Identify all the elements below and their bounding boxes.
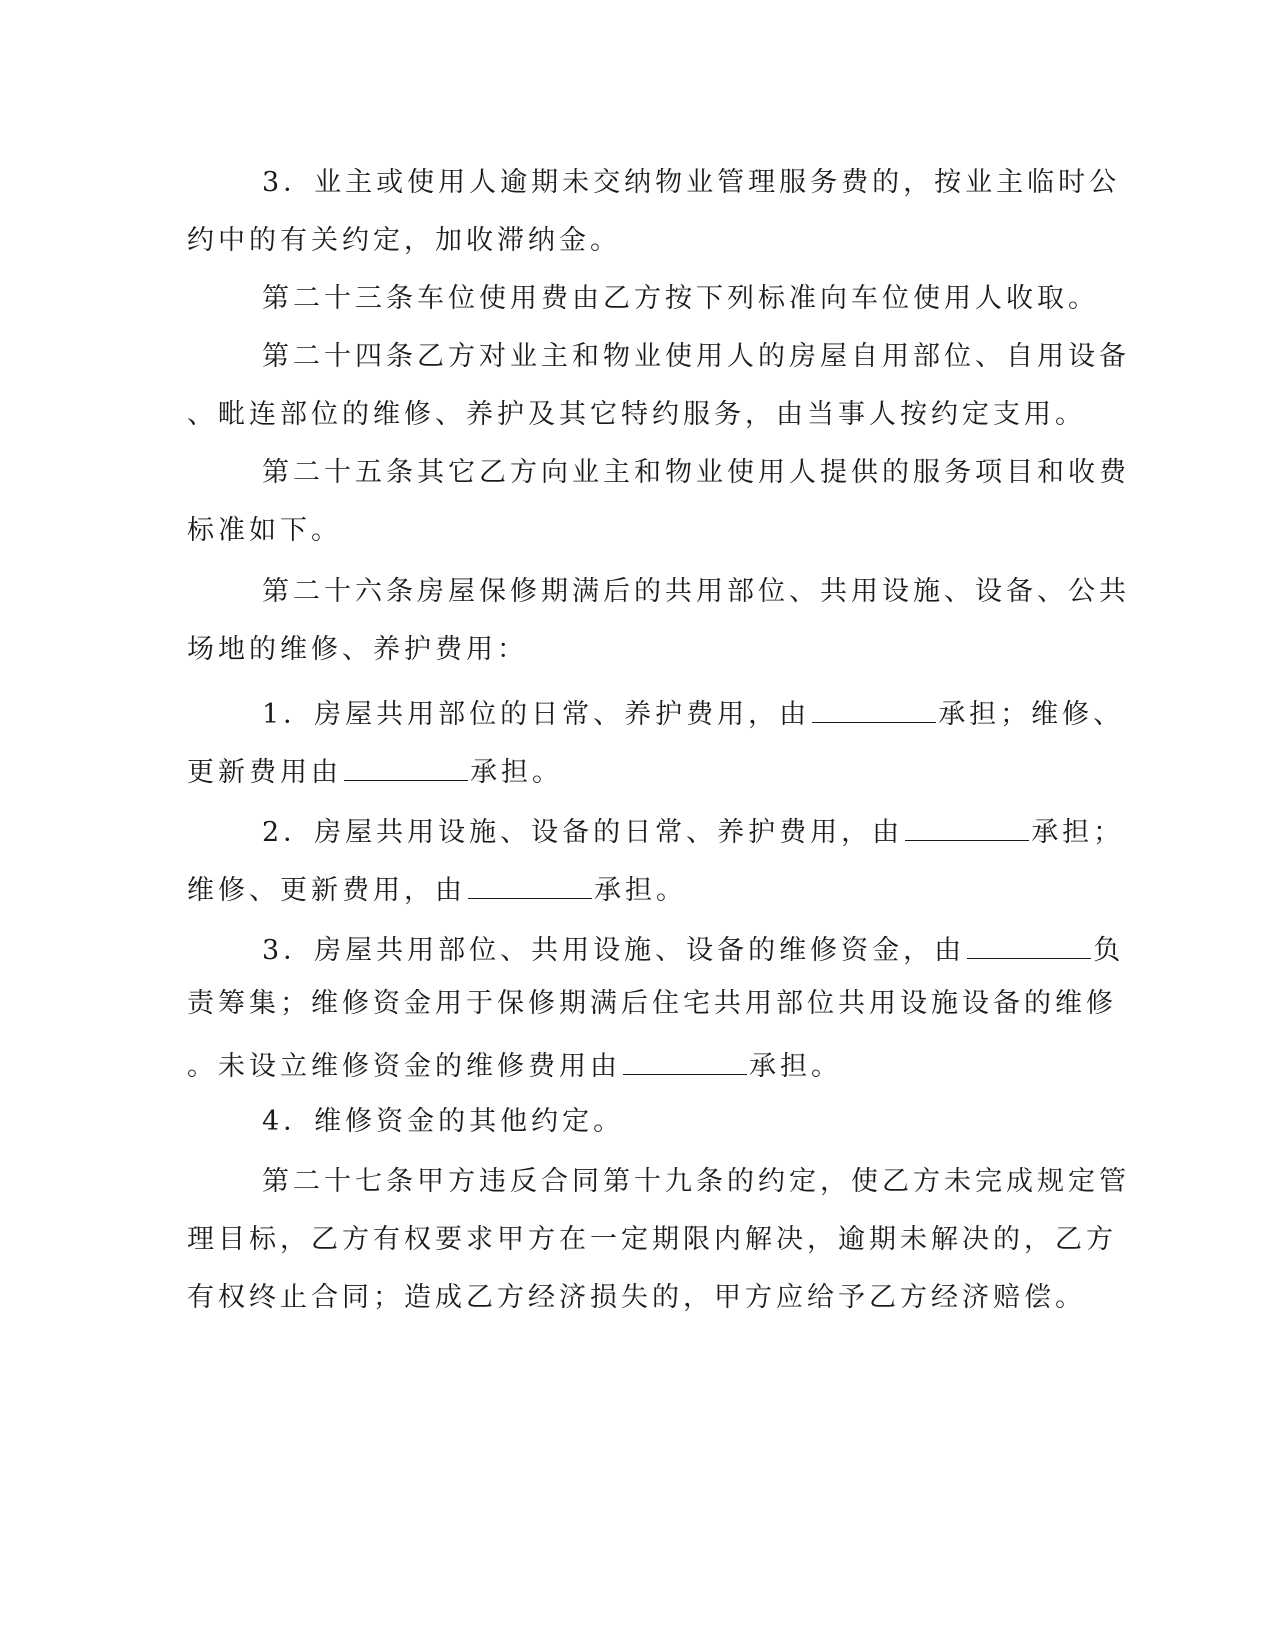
text-segment: 承担；维修、	[938, 699, 1125, 730]
text-segment: 承担。	[470, 757, 563, 788]
text-segment: 维修、更新费用，由	[187, 875, 466, 906]
article-26-item-3	[0, 926, 1275, 986]
text-segment: 承担。	[594, 875, 687, 906]
text-segment: 3．房屋共用部位、共用设施、设备的维修资金，由	[262, 935, 966, 966]
text-line: 责筹集；维修资金用于保修期满后住宅共用部位共用设施设备的维修	[187, 988, 1117, 1019]
text-line: 第二十四条乙方对业主和物业使用人的房屋自用部位、自用设备	[262, 341, 1130, 372]
fill-in-blank[interactable]	[344, 748, 468, 781]
text-line: 、毗连部位的维修、养护及其它特约服务，由当事人按约定支用。	[187, 399, 1086, 430]
text-line: 第二十五条其它乙方向业主和物业使用人提供的服务项目和收费	[262, 457, 1130, 488]
text-line: 3．业主或使用人逾期未交纳物业管理服务费的，按业主临时公	[262, 167, 1121, 198]
article-26-item-2	[0, 808, 1275, 868]
article-27-continued	[0, 1220, 1275, 1280]
article-27	[0, 1162, 1275, 1222]
text-segment: 承担。	[749, 1051, 842, 1082]
article-24	[0, 337, 1275, 397]
article-26-item-2-continued	[0, 866, 1275, 926]
article-25	[0, 453, 1275, 513]
text-segment: 承担；	[1031, 817, 1125, 848]
text-line	[262, 690, 1124, 735]
article-26	[0, 572, 1275, 632]
article-26-item-3-continued	[0, 984, 1275, 1044]
article-27-continued	[0, 1278, 1275, 1338]
article-24-continued	[0, 395, 1275, 455]
text-segment: 更新费用由	[187, 757, 342, 788]
paragraph-line	[0, 163, 1275, 223]
article-26-item-1-continued	[0, 748, 1275, 808]
text-line	[187, 1042, 842, 1087]
fill-in-blank[interactable]	[623, 1042, 747, 1075]
fill-in-blank[interactable]	[905, 808, 1029, 841]
fill-in-blank[interactable]	[812, 690, 936, 723]
text-line: 第二十三条车位使用费由乙方按下列标准向车位使用人收取。	[262, 283, 1099, 314]
article-26-item-4	[0, 1102, 1275, 1162]
article-26-item-1	[0, 690, 1275, 750]
text-line: 4．维修资金的其他约定。	[262, 1106, 625, 1137]
text-line: 约中的有关约定，加收滞纳金。	[187, 225, 621, 256]
article-26-item-3-continued	[0, 1042, 1275, 1102]
text-line	[262, 926, 1124, 971]
article-26-continued	[0, 630, 1275, 690]
fill-in-blank[interactable]	[967, 926, 1091, 959]
text-line: 有权终止合同；造成乙方经济损失的，甲方应给予乙方经济赔偿。	[187, 1282, 1086, 1313]
text-line: 场地的维修、养护费用：	[187, 634, 528, 665]
text-line	[262, 808, 1124, 853]
text-line	[187, 748, 563, 793]
text-line: 第二十六条房屋保修期满后的共用部位、共用设施、设备、公共	[262, 576, 1130, 607]
paragraph-line	[0, 221, 1275, 281]
text-line: 标准如下。	[187, 515, 342, 546]
text-segment: 2．房屋共用设施、设备的日常、养护费用，由	[262, 817, 904, 848]
text-line	[187, 866, 687, 911]
fill-in-blank[interactable]	[468, 866, 592, 899]
text-line: 理目标，乙方有权要求甲方在一定期限内解决，逾期未解决的，乙方	[187, 1224, 1117, 1255]
text-segment: 。未设立维修资金的维修费用由	[187, 1051, 621, 1082]
article-23	[0, 279, 1275, 339]
article-25-continued	[0, 511, 1275, 571]
text-segment: 负	[1093, 935, 1125, 966]
text-line: 第二十七条甲方违反合同第十九条的约定，使乙方未完成规定管	[262, 1166, 1130, 1197]
text-segment: 1．房屋共用部位的日常、养护费用，由	[262, 699, 811, 730]
